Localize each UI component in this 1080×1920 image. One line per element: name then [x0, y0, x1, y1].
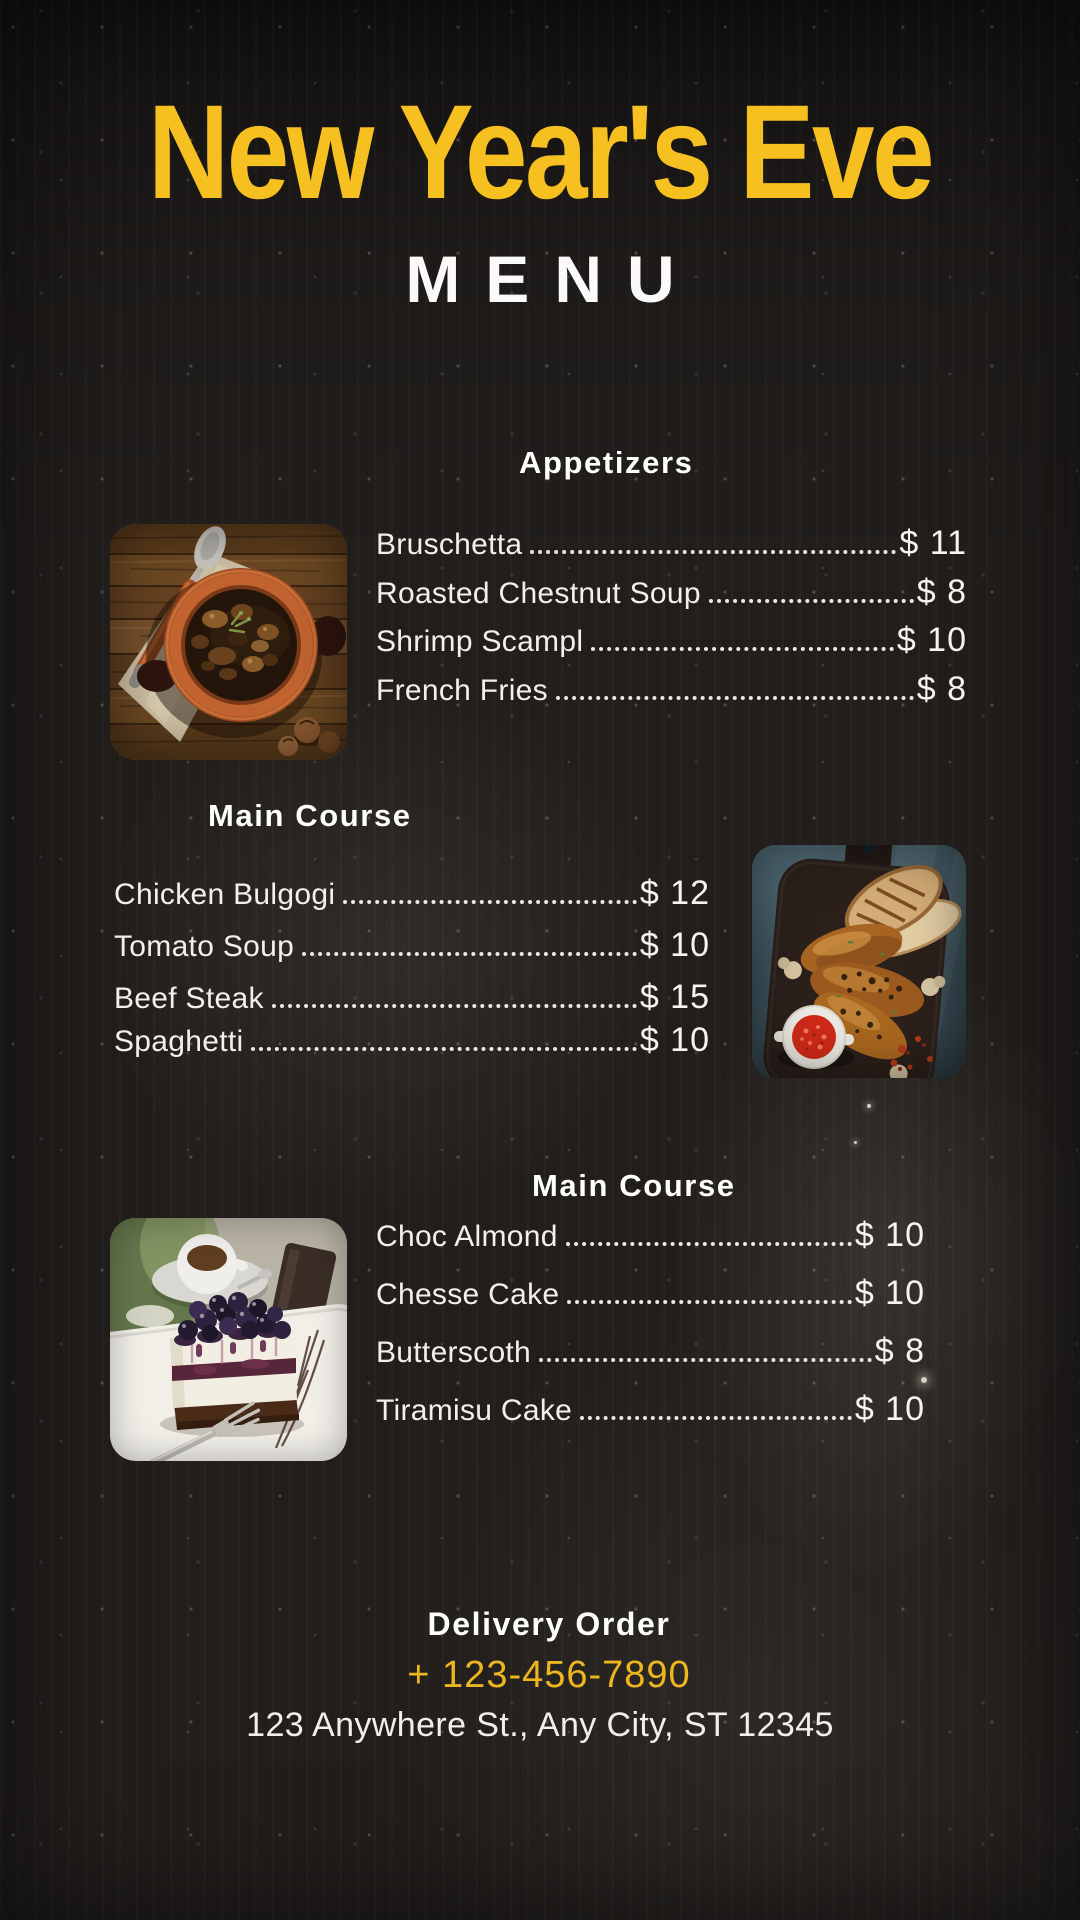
item-price: $ 10	[896, 621, 967, 659]
menu-item-row	[376, 621, 967, 670]
menu-item-row	[114, 1021, 710, 1073]
soup-illustration	[110, 524, 347, 760]
dot-leader	[567, 1300, 851, 1304]
chicken-illustration	[752, 845, 966, 1078]
item-name: Roasted Chestnut Soup	[376, 576, 701, 610]
cheesecake-illustration	[110, 1218, 347, 1461]
item-price: $ 10	[639, 926, 710, 964]
item-price: $ 10	[854, 1390, 925, 1428]
menu-item-row	[114, 874, 710, 926]
dot-leader	[302, 952, 637, 956]
item-name: Choc Almond	[376, 1220, 558, 1253]
item-name: Tomato Soup	[114, 930, 295, 963]
dot-leader	[539, 1358, 872, 1362]
item-price: $ 10	[854, 1274, 925, 1312]
page-title: New Year's Eve	[147, 78, 933, 227]
section-heading-desserts: Main Course	[532, 1168, 736, 1203]
item-name: French Fries	[376, 673, 548, 707]
item-name: Bruschetta	[376, 528, 523, 561]
item-name: Beef Steak	[114, 982, 264, 1015]
item-name: Butterscoth	[376, 1336, 532, 1369]
item-name: Shrimp Scampl	[376, 625, 584, 658]
phone-number: + 123-456-7890	[407, 1654, 691, 1696]
menu-item-row	[376, 1332, 925, 1390]
cheesecake-photo	[110, 1218, 347, 1461]
dot-leader	[343, 900, 637, 904]
menu-item-row	[376, 1216, 925, 1274]
item-price: $ 8	[916, 669, 967, 708]
section-heading-appetizers: Appetizers	[519, 445, 694, 480]
item-name: Spaghetti	[114, 1025, 244, 1058]
dot-leader	[709, 599, 914, 603]
menu-subtitle: MENU	[405, 242, 700, 316]
dot-leader	[591, 647, 894, 651]
main-course-list	[114, 874, 710, 1073]
item-price: $ 10	[854, 1216, 925, 1254]
dot-leader	[556, 696, 914, 700]
menu-item-row	[376, 524, 967, 573]
delivery-order-heading: Delivery Order	[427, 1606, 671, 1642]
menu-item-row	[376, 1390, 925, 1448]
menu-item-row	[376, 1274, 925, 1332]
item-price: $ 8	[916, 572, 967, 611]
item-name: Chesse Cake	[376, 1278, 560, 1311]
dot-leader	[530, 550, 896, 554]
item-name: Tiramisu Cake	[376, 1394, 573, 1427]
section-heading-main-course: Main Course	[208, 798, 412, 833]
grilled-chicken-photo	[752, 845, 966, 1078]
item-price: $ 12	[639, 874, 710, 912]
chestnut-soup-photo	[110, 524, 347, 760]
dot-leader	[272, 1004, 637, 1008]
sparkle-speck	[854, 1141, 857, 1144]
item-price: $ 10	[639, 1021, 710, 1059]
dot-leader	[566, 1242, 852, 1246]
menu-item-row	[376, 670, 967, 719]
dessert-list	[376, 1216, 925, 1448]
menu-item-row	[376, 573, 967, 622]
appetizer-list	[376, 524, 967, 718]
item-price: $ 8	[874, 1332, 925, 1370]
dot-leader	[580, 1416, 852, 1420]
menu-item-row	[114, 926, 710, 978]
item-price: $ 11	[899, 524, 967, 562]
dot-leader	[251, 1047, 636, 1051]
sparkle-speck	[867, 1104, 871, 1108]
item-name: Chicken Bulgogi	[114, 878, 336, 911]
item-price: $ 15	[639, 978, 710, 1016]
address-line: 123 Anywhere St., Any City, ST 12345	[246, 1706, 834, 1744]
